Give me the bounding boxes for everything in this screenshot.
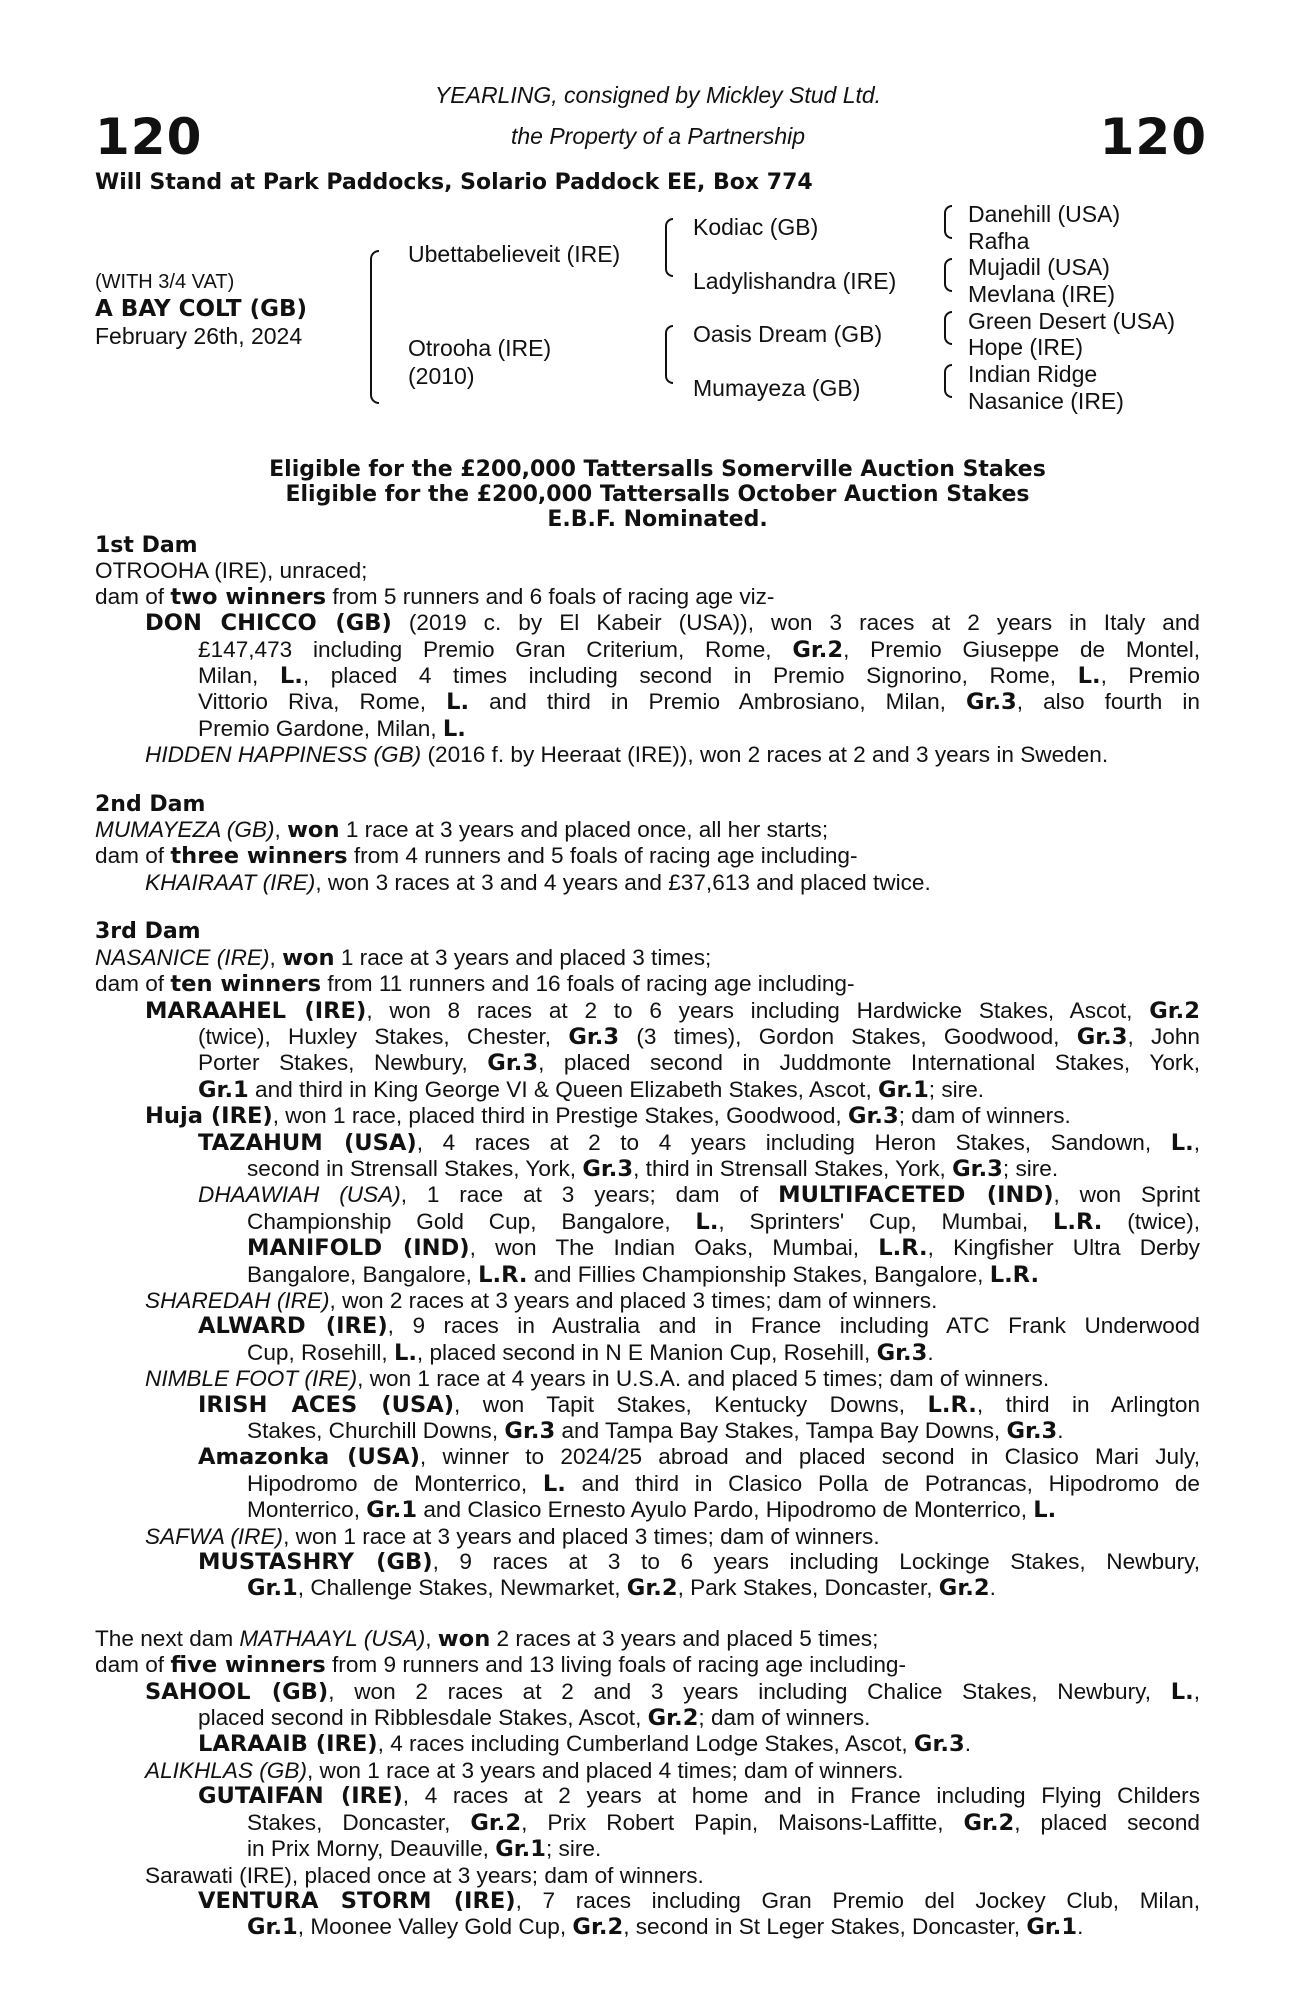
dam3-line: Cup, Rosehill, L., placed second in N E Manion Cup, Rosehill, Gr.3. (247, 1339, 934, 1366)
horse-don-chicco: DON CHICCO (GB) (145, 610, 392, 637)
eligibility-block (0, 457, 1315, 532)
horse-dob: February 26th, 2024 (95, 323, 303, 349)
pedigree-sire: Ubettabelieveit (IRE) (408, 241, 621, 267)
dam3-line: Amazonka (USA), winner to 2024/25 abroad and placed second in Clasico Mari July, (198, 1444, 1200, 1471)
dam3-line: NASANICE (IRE), won 1 race at 3 years and placed 3 times; (95, 944, 712, 971)
pedigree-ddd: Nasanice (IRE) (968, 388, 1124, 414)
dam3-line: Gr.1 and third in King George VI & Queen Elizabeth Stakes, Ascot, Gr.1; sire. (198, 1076, 985, 1103)
next-dam-line: Gr.1, Moonee Valley Gold Cup, Gr.2, second in St Leger Stakes, Doncaster, Gr.1. (247, 1914, 1084, 1941)
dam3-line: second in Strensall Stakes, York, Gr.3, third in Strensall Stakes, York, Gr.3; sire. (247, 1155, 1059, 1182)
dam3-line: MUSTASHRY (GB), 9 races at 3 to 6 years including Lockinge Stakes, Newbury, (198, 1549, 1201, 1576)
dam3-line: Monterrico, Gr.1 and Clasico Ernesto Ayulo Pardo, Hipodromo de Monterrico, L. (247, 1497, 1057, 1524)
dam3-line: (twice), Huxley Stakes, Chester, Gr.3 (3 times), Gordon Stakes, Goodwood, Gr.3, John (198, 1023, 1200, 1050)
eligibility-october: Eligible for the £200,000 Tattersalls October Auction Stakes (285, 482, 1030, 507)
dam3-line: DHAAWIAH (USA), 1 race at 3 years; dam of MULTIFACETED (IND), won Sprint (198, 1182, 1200, 1209)
pedigree-brace-3 (944, 311, 952, 345)
pedigree-brace-1 (944, 205, 952, 239)
ebf-nominated: E.B.F. Nominated. (547, 507, 768, 532)
pedigree-sss: Danehill (USA) (968, 201, 1121, 227)
dam3-line: ALWARD (IRE), 9 races in Australia and in France including ATC Frank Underwood (198, 1313, 1200, 1340)
dam3-line: MANIFOLD (IND), won The Indian Oaks, Mumbai, L.R., Kingfisher Ultra Derby (247, 1235, 1200, 1262)
next-dam-line: Sarawati (IRE), placed once at 3 years; dam of winners. (145, 1862, 704, 1888)
pedigree-sire-sire: Kodiac (GB) (693, 214, 819, 240)
pedigree-brace-dam (665, 325, 673, 384)
pedigree-brace-main (370, 250, 379, 404)
dam3-line: TAZAHUM (USA), 4 races at 2 to 4 years including Heron Stakes, Sandown, L., (198, 1129, 1201, 1156)
pedigree-dam-sire: Oasis Dream (GB) (693, 321, 883, 347)
dam1-line: Vittorio Riva, Rome, L. and third in Premio Ambrosiano, Milan, Gr.3, also fourth in (198, 689, 1200, 716)
second-dam-heading: 2nd Dam (95, 791, 206, 817)
next-dam-line: GUTAIFAN (IRE), 4 races at 2 years at home and in France including Flying Childers (198, 1783, 1201, 1810)
next-dam-line: SAHOOL (GB), won 2 races at 2 and 3 years including Chalice Stakes, Newbury, L., (145, 1678, 1200, 1705)
dam1-line: £147,473 including Premio Gran Criterium, Rome, Gr.2, Premio Giuseppe de Montel, (198, 636, 1200, 663)
catalogue-body (95, 533, 1200, 1941)
dam1-line: HIDDEN HAPPINESS (GB) (2016 f. by Heeraat (IRE)), won 2 races at 2 and 3 years in Sweden. (145, 742, 1109, 768)
dam1-line: Milan, L., placed 4 times including second in Premio Signorino, Rome, L., Premio (198, 663, 1200, 690)
dam3-line: Championship Gold Cup, Bangalore, L., Sprinters' Cup, Mumbai, L.R. (twice), (247, 1208, 1201, 1235)
dam3-line: IRISH ACES (USA), won Tapit Stakes, Kentucky Downs, L.R., third in Arlington (198, 1391, 1201, 1418)
dam3-line: Hipodromo de Monterrico, L. and third in Clasico Polla de Potrancas, Hipodromo de (247, 1470, 1200, 1497)
header-consignor: YEARLING, consigned by Mickley Stud Ltd. (434, 82, 882, 108)
next-dam-line: in Prix Morny, Deauville, Gr.1; sire. (247, 1836, 602, 1863)
pedigree-sdd: Mevlana (IRE) (968, 281, 1115, 307)
lot-number-right: 120 (1099, 108, 1207, 166)
next-dam-line: The next dam MATHAAYL (USA), won 2 races at 3 years and placed 5 times; (95, 1625, 879, 1652)
first-dam-heading: 1st Dam (95, 533, 198, 558)
next-dam-line: VENTURA STORM (IRE), 7 races including Gran Premio del Jockey Club, Milan, (198, 1887, 1200, 1914)
pedigree-dam: Otrooha (IRE) (408, 335, 552, 361)
pedigree-dam-year: (2010) (408, 363, 475, 389)
dam3-line: SAFWA (IRE), won 1 race at 3 years and placed 3 times; dam of winners. (145, 1523, 880, 1549)
dam2-line: dam of three winners from 4 runners and 5 foals of racing age including- (95, 843, 858, 870)
pedigree-dss: Green Desert (USA) (968, 308, 1176, 334)
horse-name: A BAY COLT (GB) (95, 296, 308, 322)
dam3-line: Huja (IRE), won 1 race, placed third in Prestige Stakes, Goodwood, Gr.3; dam of winners. (145, 1103, 1071, 1130)
stand-location: Will Stand at Park Paddocks, Solario Paddock EE, Box 774 (95, 170, 813, 195)
dam3-line: Porter Stakes, Newbury, Gr.3, placed second in Juddmonte International Stakes, York, (198, 1050, 1200, 1077)
third-dam-heading: 3rd Dam (95, 919, 201, 945)
dam3-line: NIMBLE FOOT (IRE), won 1 race at 4 years in U.S.A. and placed 5 times; dam of winners. (145, 1366, 1050, 1392)
dam3-line: Gr.1, Challenge Stakes, Newmarket, Gr.2, Park Stakes, Doncaster, Gr.2. (247, 1575, 996, 1602)
dam2-line: KHAIRAAT (IRE), won 3 races at 3 and 4 years and £37,613 and placed twice. (145, 869, 931, 895)
eligibility-somerville: Eligible for the £200,000 Tattersalls Somerville Auction Stakes (269, 457, 1046, 482)
dam1-line: dam of two winners from 5 runners and 6 foals of racing age viz- (95, 583, 775, 610)
next-dam-line: placed second in Ribblesdale Stakes, Ascot, Gr.2; dam of winners. (198, 1705, 871, 1732)
pedigree-brace-2 (944, 258, 952, 292)
dam2-line: MUMAYEZA (GB), won 1 race at 3 years and placed once, all her starts; (95, 817, 829, 844)
pedigree-ssd: Rafha (968, 228, 1030, 254)
pedigree-sire-dam: Ladylishandra (IRE) (693, 268, 897, 294)
dam1-line: Premio Gardone, Milan, L. (198, 715, 466, 742)
pedigree-dam-dam: Mumayeza (GB) (693, 375, 861, 401)
lot-number-left: 120 (95, 108, 203, 166)
pedigree-brace-sire (665, 218, 673, 277)
dam3-line: dam of ten winners from 11 runners and 16 foals of racing age including- (95, 971, 855, 998)
dam1-line: OTROOHA (IRE), unraced; (95, 558, 368, 584)
next-dam-line: ALIKHLAS (GB), won 1 race at 3 years and placed 4 times; dam of winners. (145, 1757, 904, 1783)
pedigree-dsd: Hope (IRE) (968, 334, 1084, 360)
dam3-line: MARAAHEL (IRE), won 8 races at 2 to 6 years including Hardwicke Stakes, Ascot, Gr.2 (145, 997, 1200, 1024)
next-dam-line: Stakes, Doncaster, Gr.2, Prix Robert Papin, Maisons-Laffitte, Gr.2, placed second (247, 1809, 1200, 1836)
pedigree-brace-4 (944, 364, 952, 398)
dam3-line: Stakes, Churchill Downs, Gr.3 and Tampa Bay Stakes, Tampa Bay Downs, Gr.3. (247, 1418, 1064, 1444)
dam1-line: DON CHICCO (GB) (2019 c. by El Kabeir (USA)), won 3 races at 2 years in Italy and (145, 610, 1200, 637)
vat-note: (WITH 3/4 VAT) (95, 271, 235, 293)
header-property: the Property of a Partnership (510, 123, 806, 149)
dam3-line: Bangalore, Bangalore, L.R. and Fillies Championship Stakes, Bangalore, L.R. (247, 1261, 1040, 1288)
pedigree-sds: Mujadil (USA) (968, 254, 1110, 280)
dam3-line: SHAREDAH (IRE), won 2 races at 3 years and placed 3 times; dam of winners. (145, 1287, 938, 1313)
pedigree-dds: Indian Ridge (968, 361, 1098, 387)
next-dam-line: dam of five winners from 9 runners and 13 living foals of racing age including- (95, 1652, 906, 1679)
next-dam-line: LARAAIB (IRE), 4 races including Cumberland Lodge Stakes, Ascot, Gr.3. (198, 1731, 971, 1758)
